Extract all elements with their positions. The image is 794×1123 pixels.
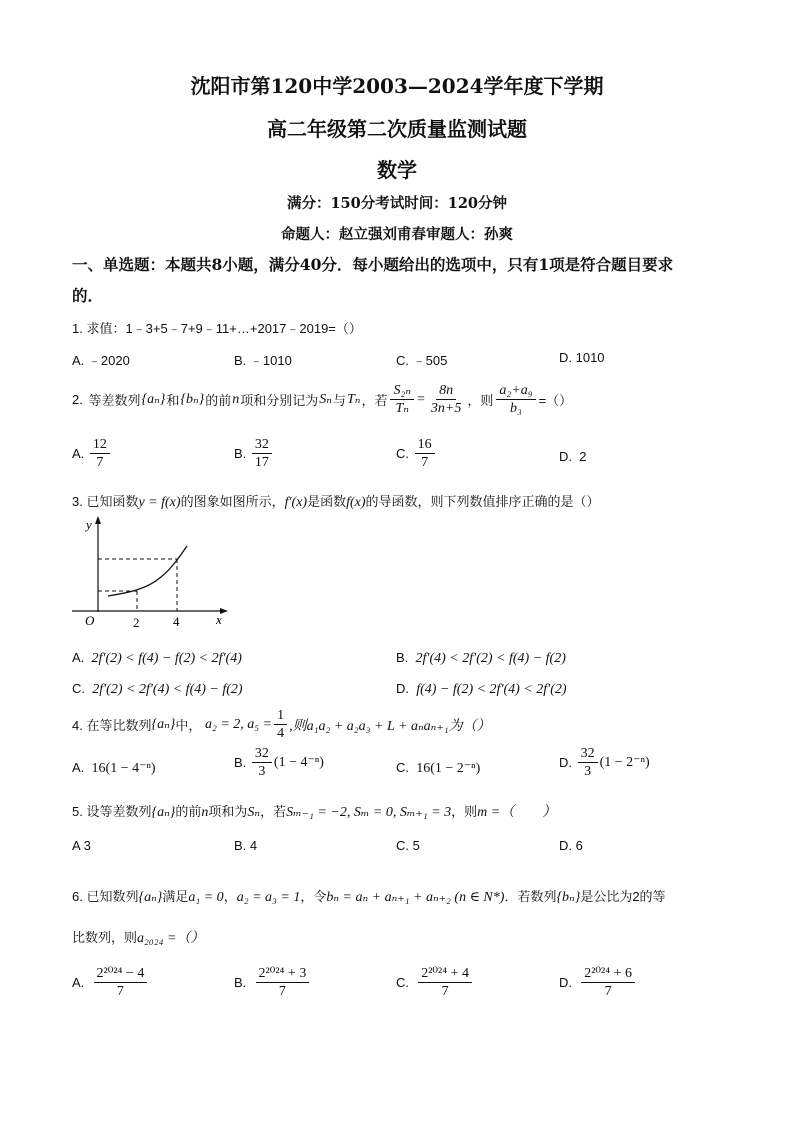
- exam-title-line1: 沈阳市第120中学2003—2024学年度下学期: [190, 74, 604, 98]
- q4-option-a: A. 16(1 − 4⁻ⁿ): [72, 760, 156, 776]
- q5-option-d: D. 6: [559, 838, 583, 853]
- question-6-stem-line1: 6. 已知数列{aₙ}满足a₁ = 0，a₂ = a₃ = 1，令bₙ = aₙ + aₙ₊₁ + aₙ₊₂ (n ∈ N*)．若数列{bₙ}是公比为2的等: [72, 889, 666, 905]
- exam-title-line2: 高二年级第二次质量监测试题: [267, 117, 527, 141]
- q1-option-d: D. 1010: [559, 350, 605, 365]
- q5-option-a: A 3: [72, 838, 91, 853]
- q4-option-b: B. $\frac{32}{3}$ (1 − 4⁻ⁿ): [234, 746, 324, 779]
- q2-text: 与: [332, 393, 346, 408]
- q4-option-d: D. $\frac{32}{3}$ (1 − 2⁻ⁿ): [559, 746, 650, 779]
- q2-var-s: Sₙ: [319, 392, 332, 407]
- y-axis-arrow: [95, 516, 101, 524]
- q1-option-a: A. ﹣2020: [72, 353, 130, 368]
- function-curve: [108, 546, 187, 596]
- q2-given-fraction: $\frac{8n}{3n+5}$: [430, 383, 462, 416]
- question-6-stem-line2: 比数列，则a₂₀₂₄ =（）: [72, 930, 205, 946]
- q2-text: 的前: [205, 393, 232, 408]
- section-heading-line2: 的．: [72, 286, 104, 305]
- q2-text: ，若: [361, 393, 388, 408]
- q5-option-b: B. 4: [234, 838, 258, 853]
- y-axis-label: y: [86, 517, 92, 532]
- question-1-stem: 1. 求值：1﹣3+5﹣7+9﹣11+…+2017﹣2019=（）: [72, 321, 362, 336]
- q6-option-c: C. $\frac{\text{2²⁰²⁴ + 4}}{7}$: [396, 966, 474, 999]
- q2-seq-a: {aₙ}: [141, 392, 166, 407]
- q2-option-b: B. $\frac{32}{17}$: [234, 437, 274, 470]
- q2-var-n: n: [232, 391, 240, 407]
- question-2-stem: 2. 等差数列 {aₙ} 和 {bₙ} 的前 n 项和分别记为 Sₙ 与 Tₙ ，若 $\frac{\text{S₂ₙ}}{\text{Tₙ}}$ = $\frac{8n}{3n+5}$ ，则 $\frac{\text{a₂+a₉}}{\text{b₃}}$ =（）: [72, 383, 573, 416]
- q4-option-c: C. 16(1 − 2⁻ⁿ): [396, 760, 481, 776]
- exam-info: 满分：150分考试时间：120分钟: [286, 195, 508, 212]
- tick-label-4: 4: [173, 614, 180, 629]
- q6-option-a: A. $\frac{\text{2²⁰²⁴ − 4}}{7}$: [72, 966, 149, 999]
- q2-ratio-fraction: $\frac{\text{S₂ₙ}}{\text{Tₙ}}$: [390, 383, 414, 416]
- q1-option-b: B. ﹣1010: [234, 353, 292, 368]
- section-heading-line1: 一、单选题：本题共8小题，满分40分．每小题给出的选项中，只有1项是符合题目要求: [72, 255, 674, 274]
- q6-option-d: D. $\frac{\text{2²⁰²⁴ + 6}}{7}$: [559, 966, 637, 999]
- q3-option-a: A. 2f′(2) < f(4) − f(2) < 2f′(4): [72, 650, 242, 666]
- q3-option-c: C. 2f′(2) < 2f′(4) < f(4) − f(2): [72, 681, 243, 697]
- q2-target-fraction: $\frac{\text{a₂+a₉}}{\text{b₃}}$: [496, 383, 535, 416]
- subject-title: 数学: [377, 158, 417, 182]
- q1-option-c: C. ﹣505: [396, 353, 448, 368]
- q3-option-b: B. 2f′(4) < 2f′(2) < f(4) − f(2): [396, 650, 566, 666]
- q2-option-d: D. 2: [559, 449, 587, 464]
- q2-text: 和: [166, 393, 180, 408]
- q5-option-c: C. 5: [396, 838, 420, 853]
- exam-authors: 命题人：赵立强刘甫春审题人：孙爽: [281, 226, 513, 243]
- origin-label: O: [85, 613, 95, 628]
- tick-label-2: 2: [133, 615, 140, 630]
- q2-var-t: Tₙ: [346, 392, 361, 407]
- q3-option-d: D. f(4) − f(2) < 2f′(4) < 2f′(2): [396, 681, 567, 697]
- q2-number: 2.: [72, 392, 83, 407]
- q2-seq-b: {bₙ}: [180, 392, 205, 407]
- q2-option-a: A. $\frac{12}{7}$: [72, 437, 112, 470]
- q2-text: ，则: [467, 393, 494, 408]
- q2-option-c: C. $\frac{16}{7}$: [396, 437, 437, 470]
- q2-text: 项和分别记为: [240, 393, 319, 408]
- q2-text: =（）: [538, 393, 573, 408]
- q2-text: 等差数列: [88, 393, 141, 408]
- q6-option-b: B. $\frac{\text{2²⁰²⁴ + 3}}{7}$: [234, 966, 311, 999]
- question-4-stem: 4. 在等比数列 {aₙ} 中， a₂ = 2, a₅ = $\frac{1}{4}$ ,则a₁a₂ + a₂a₃ + L + aₙaₙ₊₁为（）: [72, 708, 491, 741]
- q3-function-graph: [66, 514, 236, 634]
- question-5-stem: 5. 设等差数列{aₙ}的前n项和为Sₙ，若Sₘ₋₁ = −2, Sₘ = 0, Sₘ₊₁ = 3，则m =（ ）: [72, 804, 557, 820]
- x-axis-label: x: [216, 612, 222, 627]
- question-3-stem: 3. 已知函数y = f(x)的图象如图所示，f′(x)是函数f(x)的导函数，则下列数值排序正确的是（）: [72, 494, 600, 510]
